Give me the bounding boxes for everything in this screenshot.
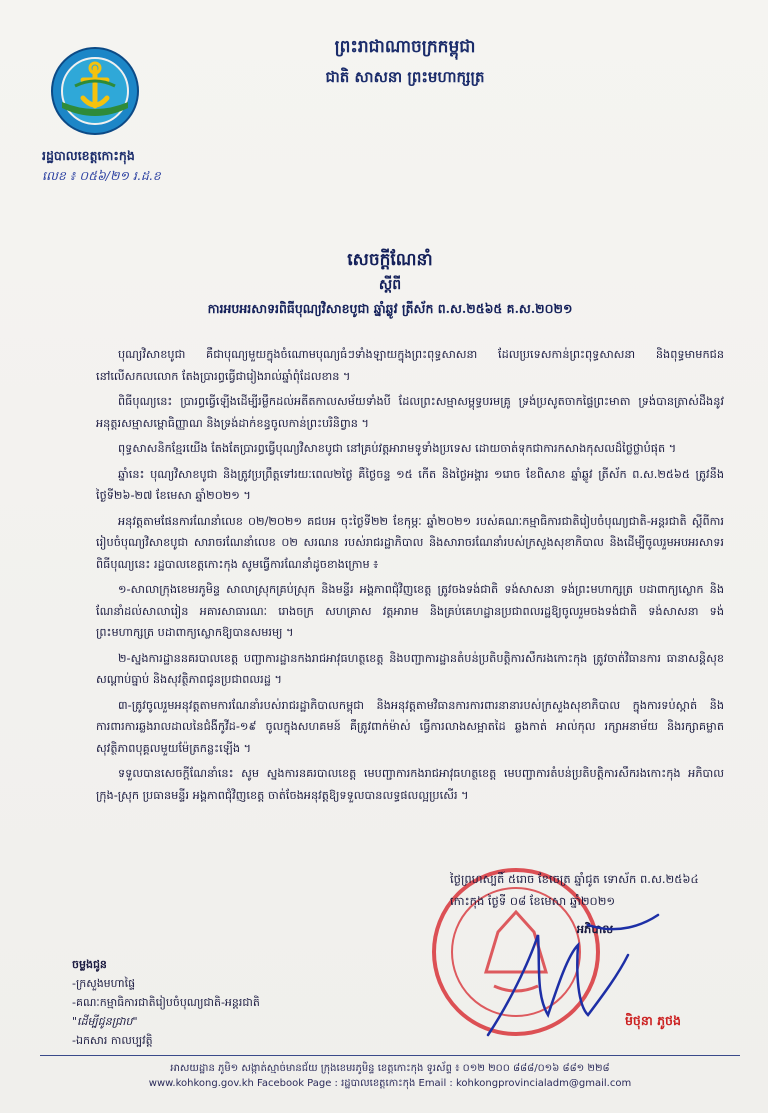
footer [40, 1061, 740, 1091]
instruction-item: ៣-ត្រូវចូលរួមអនុវត្តតាមការណែនាំរបស់រាជរដ្ឋាភិបាលកម្ពុជា និងអនុវត្តតាមវិធានការការពារនានារបស់ក្រសួងសុខាភិបាល ក្នុងការទប់ស្កាត់ និងការពារការឆ្លងរាលដាលនៃជំងឺកូវីដ-១៩ ចូលក្នុងសហគមន៍ គឺត្រូវពាក់ម៉ាស់ ធ្វើការលាងសម្អាតដៃ ឆ្លងកាត់ អាល់កុល រក្សាអនាម័យ និងរក្សាគម្លាតសុវត្ថិភាពបុគ្គលមួយម៉ែត្រកន្លះឡើង ។ [96, 698, 724, 755]
date-lunar: ថ្ងៃព្រហស្បតិ៍ ៥រោច ខែចេត្រ ឆ្នាំជូត ទោស័ក ព.ស.២៥៦៤ [450, 872, 699, 886]
instruction-item: ១-សាលាក្រុងខេមរភូមិន្ទ សាលាស្រុកគ្រប់ស្រុក និងមន្ទីរ អង្គភាពជុំវិញខេត្ត ត្រូវចងទង់ជាតិ ទង់សាសនា ទង់ព្រះមហាក្សត្រ បដាពាក្យស្លោក និងណែនាំដល់សាលារៀន អគារសាធារណៈ រោងចក្រ សហគ្រាស វត្តអារាម និងគ្រប់គេហដ្ឋានប្រជាពលរដ្ឋឱ្យចូលរួមចងទង់ជាតិ ទង់សាសនា ទង់ព្រះមហាក្សត្រ បដាពាក្យស្លោកឱ្យបានសមរម្យ ។ [96, 583, 724, 639]
date-solar: កោះកុង ថ្ងៃទី ០៨ ខែមេសា ឆ្នាំ២០២១ [450, 894, 616, 908]
closing-paragraph: ទទួលបានសេចក្ដីណែនាំនេះ សូម ស្នងការនគរបាលខេត្ត មេបញ្ជាការកងរាជអាវុធហត្ថខេត្ត មេបញ្ជាការតំបន់ប្រតិបត្តិការសឹករងកោះកុង អភិបាលក្រុង-ស្រុក ប្រធានមន្ទីរ អង្គភាពជុំវិញខេត្ត ចាត់ចែងអនុវត្តឱ្យទទួលបានលទ្ធផលល្អប្រសើរ ។ [96, 767, 724, 802]
body-paragraph: អនុវត្តតាមផែនការណែនាំលេខ ០២/២០២១ គជបអ ចុះថ្ងៃទី២២ ខែកុម្ភៈ ឆ្នាំ២០២១ របស់គណៈកម្មាធិការជាតិរៀបចំបុណ្យជាតិ-អន្តរជាតិ ស្ដីពីការរៀបចំបុណ្យវិសាខបូជា សារាចរណែនាំលេខ ០២ សរណន របស់រាជរដ្ឋាភិបាល និងសារាចរណែនាំរបស់ក្រសួងសុខាភិបាល និងដើម្បីចូលរួមអបអរសាទរពិធីបុណ្យនេះ រដ្ឋបាលខេត្តកោះកុង សូមធ្វើការណែនាំដូចខាងក្រោម ៖ [96, 514, 724, 571]
carbon-copy-list [72, 955, 260, 1050]
cc-item: "ដើម្បីជូនជ្រាប" [72, 1015, 138, 1028]
cc-item: -ឯកសារ កាលប្បវត្តិ [72, 1034, 153, 1047]
footer-contact: www.kohkong.gov.kh Facebook Page : រដ្ឋបាលខេត្តកោះកុង Email : kohkongprovincialadm@gmail.com [148, 1078, 632, 1089]
document-subject: ការអបអរសាទរពិធីបុណ្យវិសាខបូជា ឆ្នាំឆ្លូវ ត្រីស័ក ព.ស.២៥៦៥ គ.ស.២០២១ [207, 301, 573, 316]
footer-divider [40, 1055, 740, 1056]
body-paragraph: ពុទ្ធសាសនិកខ្មែរយើង តែងតែប្រារព្ធធ្វើបុណ្យវិសាខបូជា នៅគ្រប់វត្តអារាមទូទាំងប្រទេស ដោយចាត់ទុកជាការកសាងកុសលដ៏ថ្លៃថ្លាបំផុត ។ [118, 442, 677, 455]
provincial-seal-logo [50, 46, 140, 136]
document-subject-label: ស្ដីពី [378, 277, 402, 293]
cc-heading: ចម្លងជូន [72, 958, 107, 971]
national-motto: ជាតិ សាសនា ព្រះមហាក្សត្រ [325, 68, 485, 86]
cc-item: -ក្រសួងមហាផ្ទៃ [72, 977, 136, 990]
body-paragraph: បុណ្យវិសាខបូជា គឺជាបុណ្យមួយក្នុងចំណោមបុណ្យធំៗទាំងឡាយក្នុងព្រះពុទ្ធសាសនា ដែលប្រទេសកាន់ព្រះពុទ្ធសាសនា និងពុទ្ធមាមកជន នៅលើសកលលោក តែងប្រារព្ធធ្វើជារៀងរាល់ឆ្នាំពុំដែលខាន ។ [96, 348, 724, 383]
document-title-block [80, 246, 700, 322]
document-title: សេចក្ដីណែនាំ [347, 250, 433, 270]
signatory-name: មិថុនា ភូថង [625, 1013, 681, 1028]
kingdom-header [300, 32, 510, 92]
signatory-title: អភិបាល [576, 922, 614, 936]
body-paragraph: ឆ្នាំនេះ បុណ្យវិសាខបូជា និងត្រូវប្រព្រឹត្តទៅរយៈពេល២ថ្ងៃ គឺថ្ងៃចន្ទ ១៥ កើត និងថ្ងៃអង្គារ ១រោច ខែពិសាខ ឆ្នាំឆ្លូវ ត្រីស័ក ព.ស.២៥៦៥ ត្រូវនឹងថ្ងៃទី២៦-២៧ ខែមេសា ឆ្នាំ២០២១ ។ [96, 467, 724, 502]
document-body [96, 344, 724, 810]
instruction-item: ២-ស្នងការដ្ឋាននគរបាលខេត្ត បញ្ជាការដ្ឋានកងរាជអាវុធហត្ថខេត្ត និងបញ្ជាការដ្ឋានតំបន់ប្រតិបត្តិការសឹករងកោះកុង ត្រូវចាត់វិធានការ ធានាសន្តិសុខសណ្ដាប់ធ្នាប់ និងសុវត្ថិភាពជូនប្រជាពលរដ្ឋ ។ [96, 651, 724, 686]
reference-number-text: លេខ ៖ ០៥៦/២១ រ.ដ.ខ [42, 168, 161, 183]
reference-number [42, 168, 161, 187]
footer-address: អាសយដ្ឋាន ភូមិ១ សង្កាត់ស្មាច់មានជ័យ ក្រុងខេមរភូមិន្ទ ខេត្តកោះកុង ទូរស័ព្ទ ៖ ០១២ ២០០ ៨៨៨/០១៦ ៨៨១ ២២៨ [170, 1063, 610, 1074]
cc-item: -គណៈកម្មាធិការជាតិរៀបចំបុណ្យជាតិ-អន្តរជាតិ [72, 996, 260, 1009]
issuing-authority: រដ្ឋបាលខេត្តកោះកុង [42, 148, 135, 163]
kingdom-name: ព្រះរាជាណាចក្រកម្ពុជា [334, 37, 476, 57]
body-paragraph: ពិធីបុណ្យនេះ ប្រារព្ធធ្វើឡើងដើម្បីរម្លឹកដល់អតីតកាលសម័យទាំងបី ដែលព្រះសម្មាសម្ពុទ្ធបរមគ្រូ ទ្រង់ប្រសូតចាកផ្ទៃព្រះមាតា ទ្រង់បានត្រាស់ដឹងនូវអនុត្តរសម្មាសម្ពោធិញ្ញាណ និងទ្រង់ដាក់ខន្ធចូលកាន់ព្រះបរិនិព្វាន ។ [96, 395, 724, 430]
